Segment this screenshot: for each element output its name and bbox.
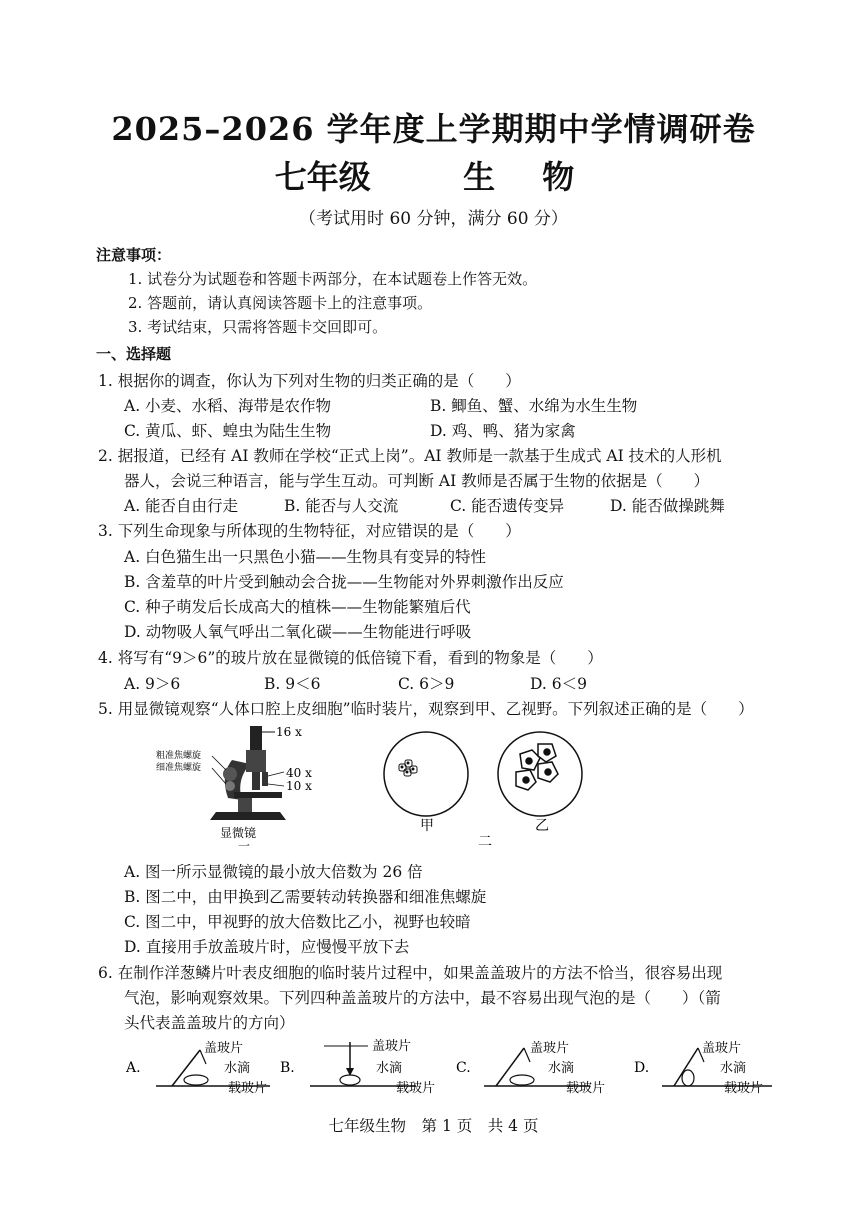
q4-stem: 4. 将写有“9＞6”的玻片放在显微镜的低倍镜下看，看到的物象是（ ） bbox=[98, 649, 603, 667]
field-of-view-figure bbox=[380, 724, 630, 854]
q3-option-b: B. 含羞草的叶片受到触动会合拢——生物能对外界刺激作出反应 bbox=[124, 573, 564, 591]
eyepiece-label: 16 x bbox=[276, 725, 302, 739]
svg-text:载玻片: 载玻片 bbox=[724, 1081, 764, 1096]
q2-stem-line1: 2. 据报道，已经有 AI 教师在学校“正式上岗”。AI 教师是一款基于生成式 AI 技术的人形机 bbox=[98, 447, 722, 465]
svg-text:D.: D. bbox=[634, 1060, 650, 1076]
grade-subject bbox=[0, 152, 867, 198]
coverslip-options-figure bbox=[120, 1036, 780, 1106]
q5-stem: 5. 用显微镜观察“人体口腔上皮细胞”临时装片，观察到甲、乙视野。下列叙述正确的是（ ） bbox=[98, 700, 754, 718]
q3-option-c: C. 种子萌发后长成高大的植株——生物能繁殖后代 bbox=[124, 598, 471, 616]
note-item: 3. 考试结束，只需将答题卡交回即可。 bbox=[128, 318, 388, 336]
subject-label: 生 物 bbox=[463, 158, 593, 196]
q1-stem: 1. 根据你的调查，你认为下列对生物的归类正确的是（ ） bbox=[98, 372, 521, 390]
q2-option-d: D. 能否做操跳舞 bbox=[610, 497, 725, 515]
q4-option-c: C. 6＞9 bbox=[398, 675, 455, 693]
page-footer: 七年级生物 第 1 页 共 4 页 bbox=[328, 1117, 539, 1135]
option-c-diagram bbox=[456, 1040, 605, 1096]
large-cells bbox=[516, 744, 558, 790]
q1-option-b: B. 鲫鱼、蟹、水绵为水生生物 bbox=[430, 397, 638, 415]
q2-option-a: A. 能否自由行走 bbox=[124, 497, 239, 515]
svg-text:水滴: 水滴 bbox=[376, 1061, 403, 1076]
q6-stem-line1: 6. 在制作洋葱鳞片叶表皮细胞的临时装片过程中，如果盖盖玻片的方法不恰当，很容易出现 bbox=[98, 964, 723, 982]
q5-option-b: B. 图二中，由甲换到乙需要转动转换器和细准焦螺旋 bbox=[124, 888, 487, 906]
option-a-diagram bbox=[125, 1040, 270, 1096]
svg-text:水滴: 水滴 bbox=[548, 1061, 575, 1076]
q4-option-b: B. 9＜6 bbox=[264, 675, 321, 693]
objective-10x-label: 10 x bbox=[286, 779, 312, 793]
q6-stem-line3: 头代表盖盖玻片的方向） bbox=[124, 1014, 295, 1032]
microscope-figure bbox=[150, 720, 360, 850]
small-cells bbox=[399, 760, 417, 776]
q2-stem-line2: 器人，会说三种语言，能与学生互动。可判断 AI 教师是否属于生物的依据是（ ） bbox=[124, 472, 710, 490]
svg-text:盖玻片: 盖玻片 bbox=[372, 1039, 412, 1054]
note-item: 1. 试卷分为试题卷和答题卡两部分，在本试题卷上作答无效。 bbox=[128, 270, 538, 288]
coarse-knob-label: 粗准焦螺旋 bbox=[156, 751, 202, 761]
svg-text:B.: B. bbox=[280, 1060, 295, 1076]
figure-two-label: 二 bbox=[478, 834, 492, 850]
eyepiece-shape bbox=[250, 726, 262, 754]
q5-option-d: D. 直接用手放盖玻片时，应慢慢平放下去 bbox=[124, 938, 410, 956]
field-jia-circle bbox=[384, 732, 468, 816]
field-jia-label: 甲 bbox=[420, 818, 434, 834]
objective-40x-label: 40 x bbox=[286, 766, 312, 780]
option-d-diagram bbox=[634, 1040, 772, 1096]
svg-text:A.: A. bbox=[126, 1060, 141, 1076]
field-yi-label: 乙 bbox=[535, 818, 549, 834]
q4-option-a: A. 9＞6 bbox=[124, 675, 181, 693]
svg-text:盖玻片: 盖玻片 bbox=[204, 1041, 244, 1056]
svg-text:盖玻片: 盖玻片 bbox=[702, 1041, 742, 1056]
figure-one-label: 一 bbox=[238, 839, 251, 850]
svg-text:盖玻片: 盖玻片 bbox=[530, 1041, 570, 1056]
q2-option-c: C. 能否遗传变异 bbox=[450, 497, 565, 515]
notes-heading: 注意事项： bbox=[96, 246, 172, 264]
q1-option-d: D. 鸡、鸭、猪为家禽 bbox=[430, 422, 576, 440]
microscope-caption: 显微镜 bbox=[220, 826, 257, 840]
q3-option-d: D. 动物吸人氧气呼出二氧化碳——生物能进行呼吸 bbox=[124, 623, 472, 641]
q6-stem-line2: 气泡，影响观察效果。下列四种盖盖玻片的方法中，最不容易出现气泡的是（ ）（箭 bbox=[124, 989, 721, 1007]
q5-option-c: C. 图二中，甲视野的放大倍数比乙小，视野也较暗 bbox=[124, 913, 471, 931]
exam-info: （考试用时 60 分钟，满分 60 分） bbox=[299, 209, 568, 229]
svg-text:载玻片: 载玻片 bbox=[396, 1081, 436, 1096]
q3-stem: 3. 下列生命现象与所体现的生物特征，对应错误的是（ ） bbox=[98, 522, 521, 540]
note-item: 2. 答题前，请认真阅读答题卡上的注意事项。 bbox=[128, 294, 433, 312]
q3-option-a: A. 白色猫生出一只黑色小猫——生物具有变异的特性 bbox=[124, 548, 487, 566]
svg-text:C.: C. bbox=[456, 1060, 471, 1076]
q4-option-d: D. 6＜9 bbox=[530, 675, 587, 693]
q2-option-b: B. 能否与人交流 bbox=[284, 497, 399, 515]
grade-label: 七年级 bbox=[274, 158, 371, 196]
section-heading: 一、选择题 bbox=[96, 345, 172, 363]
option-b-diagram bbox=[280, 1038, 435, 1096]
svg-text:载玻片: 载玻片 bbox=[566, 1081, 606, 1096]
exam-title: 2025–2026 学年度上学期期中学情调研卷 bbox=[111, 110, 756, 148]
svg-text:水滴: 水滴 bbox=[720, 1061, 747, 1076]
q1-option-a: A. 小麦、水稻、海带是农作物 bbox=[124, 397, 332, 415]
q1-option-c: C. 黄瓜、虾、蝗虫为陆生生物 bbox=[124, 422, 332, 440]
fine-knob-label: 细准焦螺旋 bbox=[156, 763, 202, 773]
svg-text:载玻片: 载玻片 bbox=[228, 1081, 268, 1096]
q5-option-a: A. 图一所示显微镜的最小放大倍数为 26 倍 bbox=[124, 863, 423, 881]
svg-text:水滴: 水滴 bbox=[224, 1061, 251, 1076]
